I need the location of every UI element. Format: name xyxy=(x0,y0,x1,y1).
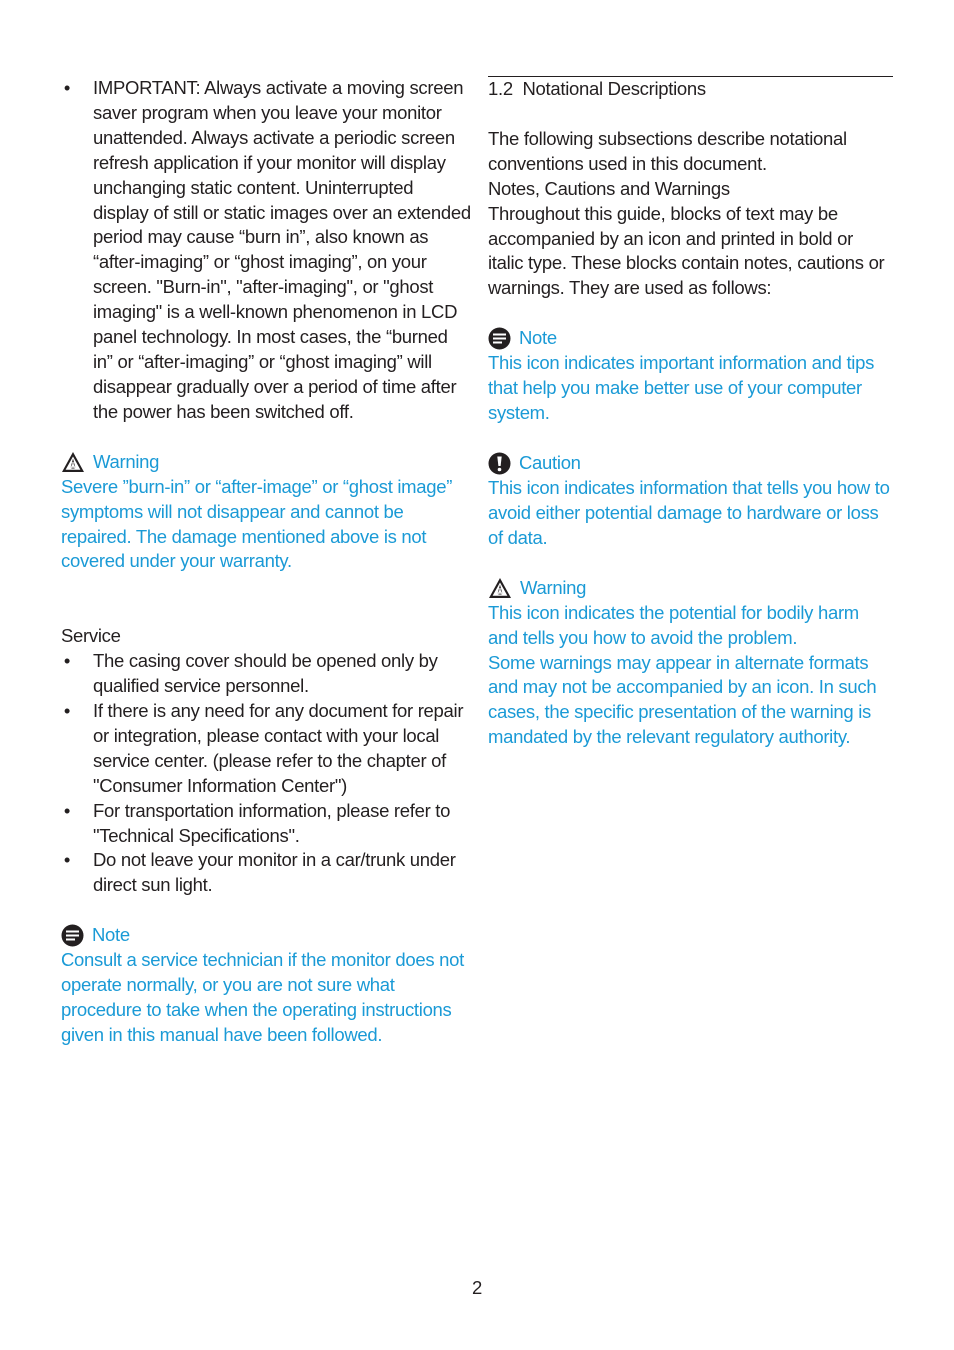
page-number: 2 xyxy=(472,1277,482,1298)
service-heading: Service xyxy=(61,625,121,647)
bullet: • xyxy=(63,700,71,722)
warning-icon xyxy=(61,451,85,473)
list-item xyxy=(61,649,471,699)
warning-icon xyxy=(488,577,512,599)
service-item-text: The casing cover should be opened only by qualified service personnel. xyxy=(93,650,438,697)
important-text: IMPORTANT: Always activate a moving screen saver program when you leave your monitor unattended. Always activate a periodic screen refresh application if your monitor will display unchanging static content. Uninterrupted display of still or static images over an extended period may cause “burn in”, also known as “after-imaging” or “ghost imaging”, on your screen. "Burn-in", "after-imaging", or "ghost imaging" is a well-known phenomenon in LCD panel technology. In most cases, the “burned in” or “after-imaging” or “ghost imaging” will disappear gradually over a period of time after the power has been switched off. xyxy=(93,77,471,422)
warning-label: Warning xyxy=(93,450,160,472)
warning-heading xyxy=(61,450,471,475)
bullet: • xyxy=(63,77,71,98)
note-label: Note xyxy=(92,924,130,946)
service-item-text: Do not leave your monitor in a car/trunk under direct sun light. xyxy=(93,849,456,896)
left-column xyxy=(61,76,471,1048)
service-item-text: If there is any need for any document for repair or integration, please contact with your local service center. (please refer to the chapter of "Consumer Information Center") xyxy=(93,700,464,796)
caution-label: Caution xyxy=(519,452,581,474)
warning-text: This icon indicates the potential for bodily harm and tells you how to avoid the problem. xyxy=(488,601,859,648)
list-item xyxy=(61,699,471,799)
caution-heading xyxy=(488,451,893,476)
caution-text: This icon indicates information that tells you how to avoid either potential damage to hardware or loss of data. xyxy=(488,476,890,548)
bullet: • xyxy=(63,799,71,821)
bullet: • xyxy=(63,650,71,672)
note-heading xyxy=(61,923,471,948)
service-list xyxy=(61,649,471,898)
section-title: 1.2 Notational Descriptions xyxy=(488,78,706,99)
note-icon xyxy=(488,327,511,350)
body-text: Throughout this guide, blocks of text may be accompanied by an icon and printed in bold or italic type. These blocks contain notes, cautions or warnings. They are used as follows: xyxy=(488,202,885,299)
section-divider xyxy=(488,76,893,102)
warning-label: Warning xyxy=(520,576,587,598)
right-column xyxy=(488,76,893,750)
warning-text: Severe ”burn-in” or “after-image” or “ghost image” symptoms will not disappear and cannot be repaired. The damage mentioned above is not covered under your warranty. xyxy=(61,475,453,572)
intro-text: The following subsections describe notational conventions used in this document. xyxy=(488,127,847,174)
bullet: • xyxy=(63,849,71,871)
list-item xyxy=(61,76,471,425)
important-list xyxy=(61,76,471,425)
note-label: Note xyxy=(519,327,557,349)
note-text: Consult a service technician if the monitor does not operate normally, or you are not sure what procedure to take when the operating instructions given in this manual have been followed. xyxy=(61,949,464,1045)
list-item xyxy=(61,848,471,898)
note-text: This icon indicates important information and tips that help you make better use of your computer system. xyxy=(488,352,875,424)
service-item-text: For transportation information, please refer to "Technical Specifications". xyxy=(93,799,451,846)
exclamation-icon xyxy=(488,452,511,475)
warning-heading xyxy=(488,576,893,601)
subheading: Notes, Cautions and Warnings xyxy=(488,177,730,199)
list-item xyxy=(61,799,471,849)
warning-text-alt: Some warnings may appear in alternate formats and may not be accompanied by an icon. In such cases, the specific presentation of the warning is mandated by the relevant regulatory authority. xyxy=(488,651,877,748)
note-icon xyxy=(61,924,84,947)
note-heading xyxy=(488,326,893,351)
